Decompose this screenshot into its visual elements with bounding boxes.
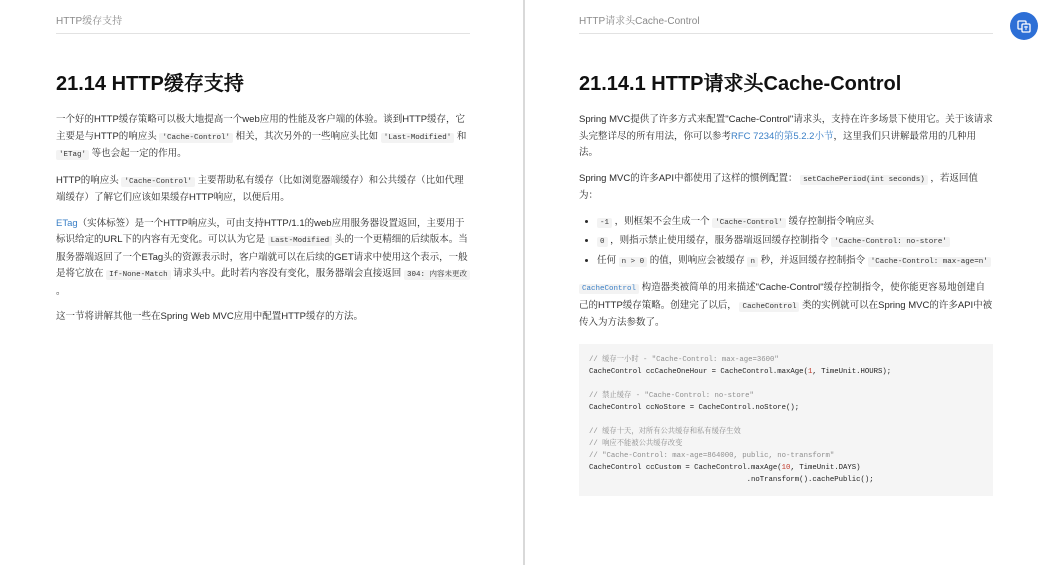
- code-line: // 禁止缓存 - "Cache-Control: no-store": [589, 391, 754, 400]
- etag-link[interactable]: ETag: [56, 217, 78, 229]
- return-value-list: [579, 214, 993, 271]
- right-page: [525, 0, 1046, 565]
- right-section-title: 21.14.1 HTTP请求头Cache-Control: [579, 73, 902, 95]
- translate-icon[interactable]: [1010, 12, 1038, 40]
- code-line: // 缓存一小时 - "Cache-Control: max-age=3600": [589, 355, 779, 364]
- cachecontrol-link[interactable]: CacheControl: [579, 284, 639, 294]
- inline-code: If-None-Match: [106, 270, 171, 280]
- left-paragraph-3: ETag（实体标签）是一个HTTP响应头，可由支持HTTP/1.1的web应用服务器设置返回，主要用于标识给定的URL下的内容有无变化。可以认为它是 Last-Modified 头的一个更精细的后续版本。当服务器端返回了一个ETag头的资源表示时，客户端就可以在后续的GET请求中使用这个表示，一般是将它放在 If-None-Match 请求头中。此时若内容没有变化，服务器端会直接返回 304: 内容未更改 。: [56, 216, 470, 301]
- inline-code: 'Cache-Control': [159, 133, 233, 143]
- inline-code: 'ETag': [56, 150, 89, 160]
- left-running-header: HTTP缓存支持: [56, 12, 470, 34]
- inline-code: 'Last-Modified': [381, 133, 455, 143]
- code-line: // 缓存十天，对所有公共缓存和私有缓存生效: [589, 427, 741, 436]
- right-paragraph-2: Spring MVC的许多API中都使用了这样的惯例配置： setCachePeriod(int seconds) ，若返回值为：: [579, 172, 978, 201]
- list-item: • -1 ，则框架不会生成一个 'Cache-Control' 缓存控制指令响应头: [597, 214, 993, 232]
- inline-code: CacheControl: [739, 302, 799, 312]
- code-block: [579, 344, 993, 496]
- inline-code: 'Cache-Control': [121, 177, 195, 187]
- inline-code: 304: 内容未更改: [404, 270, 470, 280]
- rfc-link[interactable]: RFC 7234的第5.2.2小节: [731, 130, 834, 142]
- translate-glyph-icon: [1017, 19, 1031, 33]
- code-line: .noTransform().cachePublic();: [589, 475, 874, 484]
- code-line: CacheControl ccCustom = CacheControl.maxAge(10, TimeUnit.DAYS): [589, 463, 861, 472]
- list-item: • 任何 n > 0 的值，则响应会被缓存 n 秒，并返回缓存控制指令 'Cache-Control: max-age=n': [597, 253, 993, 271]
- code-line: CacheControl ccNoStore = CacheControl.noStore();: [589, 403, 800, 412]
- code-line: CacheControl ccCacheOneHour = CacheControl.maxAge(1, TimeUnit.HOURS);: [589, 367, 892, 376]
- code-line: [589, 414, 983, 426]
- left-paragraph-1: 一个好的HTTP缓存策略可以极大地提高一个web应用的性能及客户端的体验。谈到HTTP缓存，它主要是与HTTP的响应头 'Cache-Control' 相关，其次另外的一些响应头比如 'Last-Modified' 和 'ETag' 等也会起一定的作用。: [56, 114, 467, 159]
- right-content: [579, 72, 993, 496]
- left-section-title: 21.14 HTTP缓存支持: [56, 73, 244, 95]
- inline-code: setCachePeriod(int seconds): [800, 175, 928, 185]
- left-paragraph-4: 这一节将讲解其他一些在Spring Web MVC应用中配置HTTP缓存的方法。: [56, 311, 364, 322]
- right-running-header: HTTP请求头Cache-Control: [579, 12, 993, 34]
- list-item: • 0 ，则指示禁止使用缓存，服务器端返回缓存控制指令 'Cache-Control: no-store': [597, 233, 993, 251]
- right-paragraph-3: CacheControl 构造器类被简单的用来描述"Cache-Control"缓存控制指令，使你能更容易地创建自己的HTTP缓存策略。创建完了以后， CacheControl 类的实例就可以在Spring MVC的许多API中被传入为方法参数了。: [579, 282, 993, 328]
- left-content: [56, 72, 470, 335]
- inline-code: Last-Modified: [268, 236, 333, 246]
- right-paragraph-1: Spring MVC提供了许多方式来配置"Cache-Control"请求头，支持在许多场景下使用它。关于该请求头完整详尽的所有用法，你可以参考RFC 7234的第5.2.2小节，这里我们只讲解最常用的几种用法。: [579, 114, 993, 158]
- code-line: // "Cache-Control: max-age=864000, public, no-transform": [589, 451, 835, 460]
- code-line: [589, 378, 983, 390]
- code-line: // 响应不能被公共缓存改变: [589, 439, 683, 448]
- left-paragraph-2: HTTP的响应头 'Cache-Control' 主要帮助私有缓存（比如浏览器端缓存）和公共缓存（比如代理端缓存）了解它们应该如果缓存HTTP响应，以便后用。: [56, 174, 464, 203]
